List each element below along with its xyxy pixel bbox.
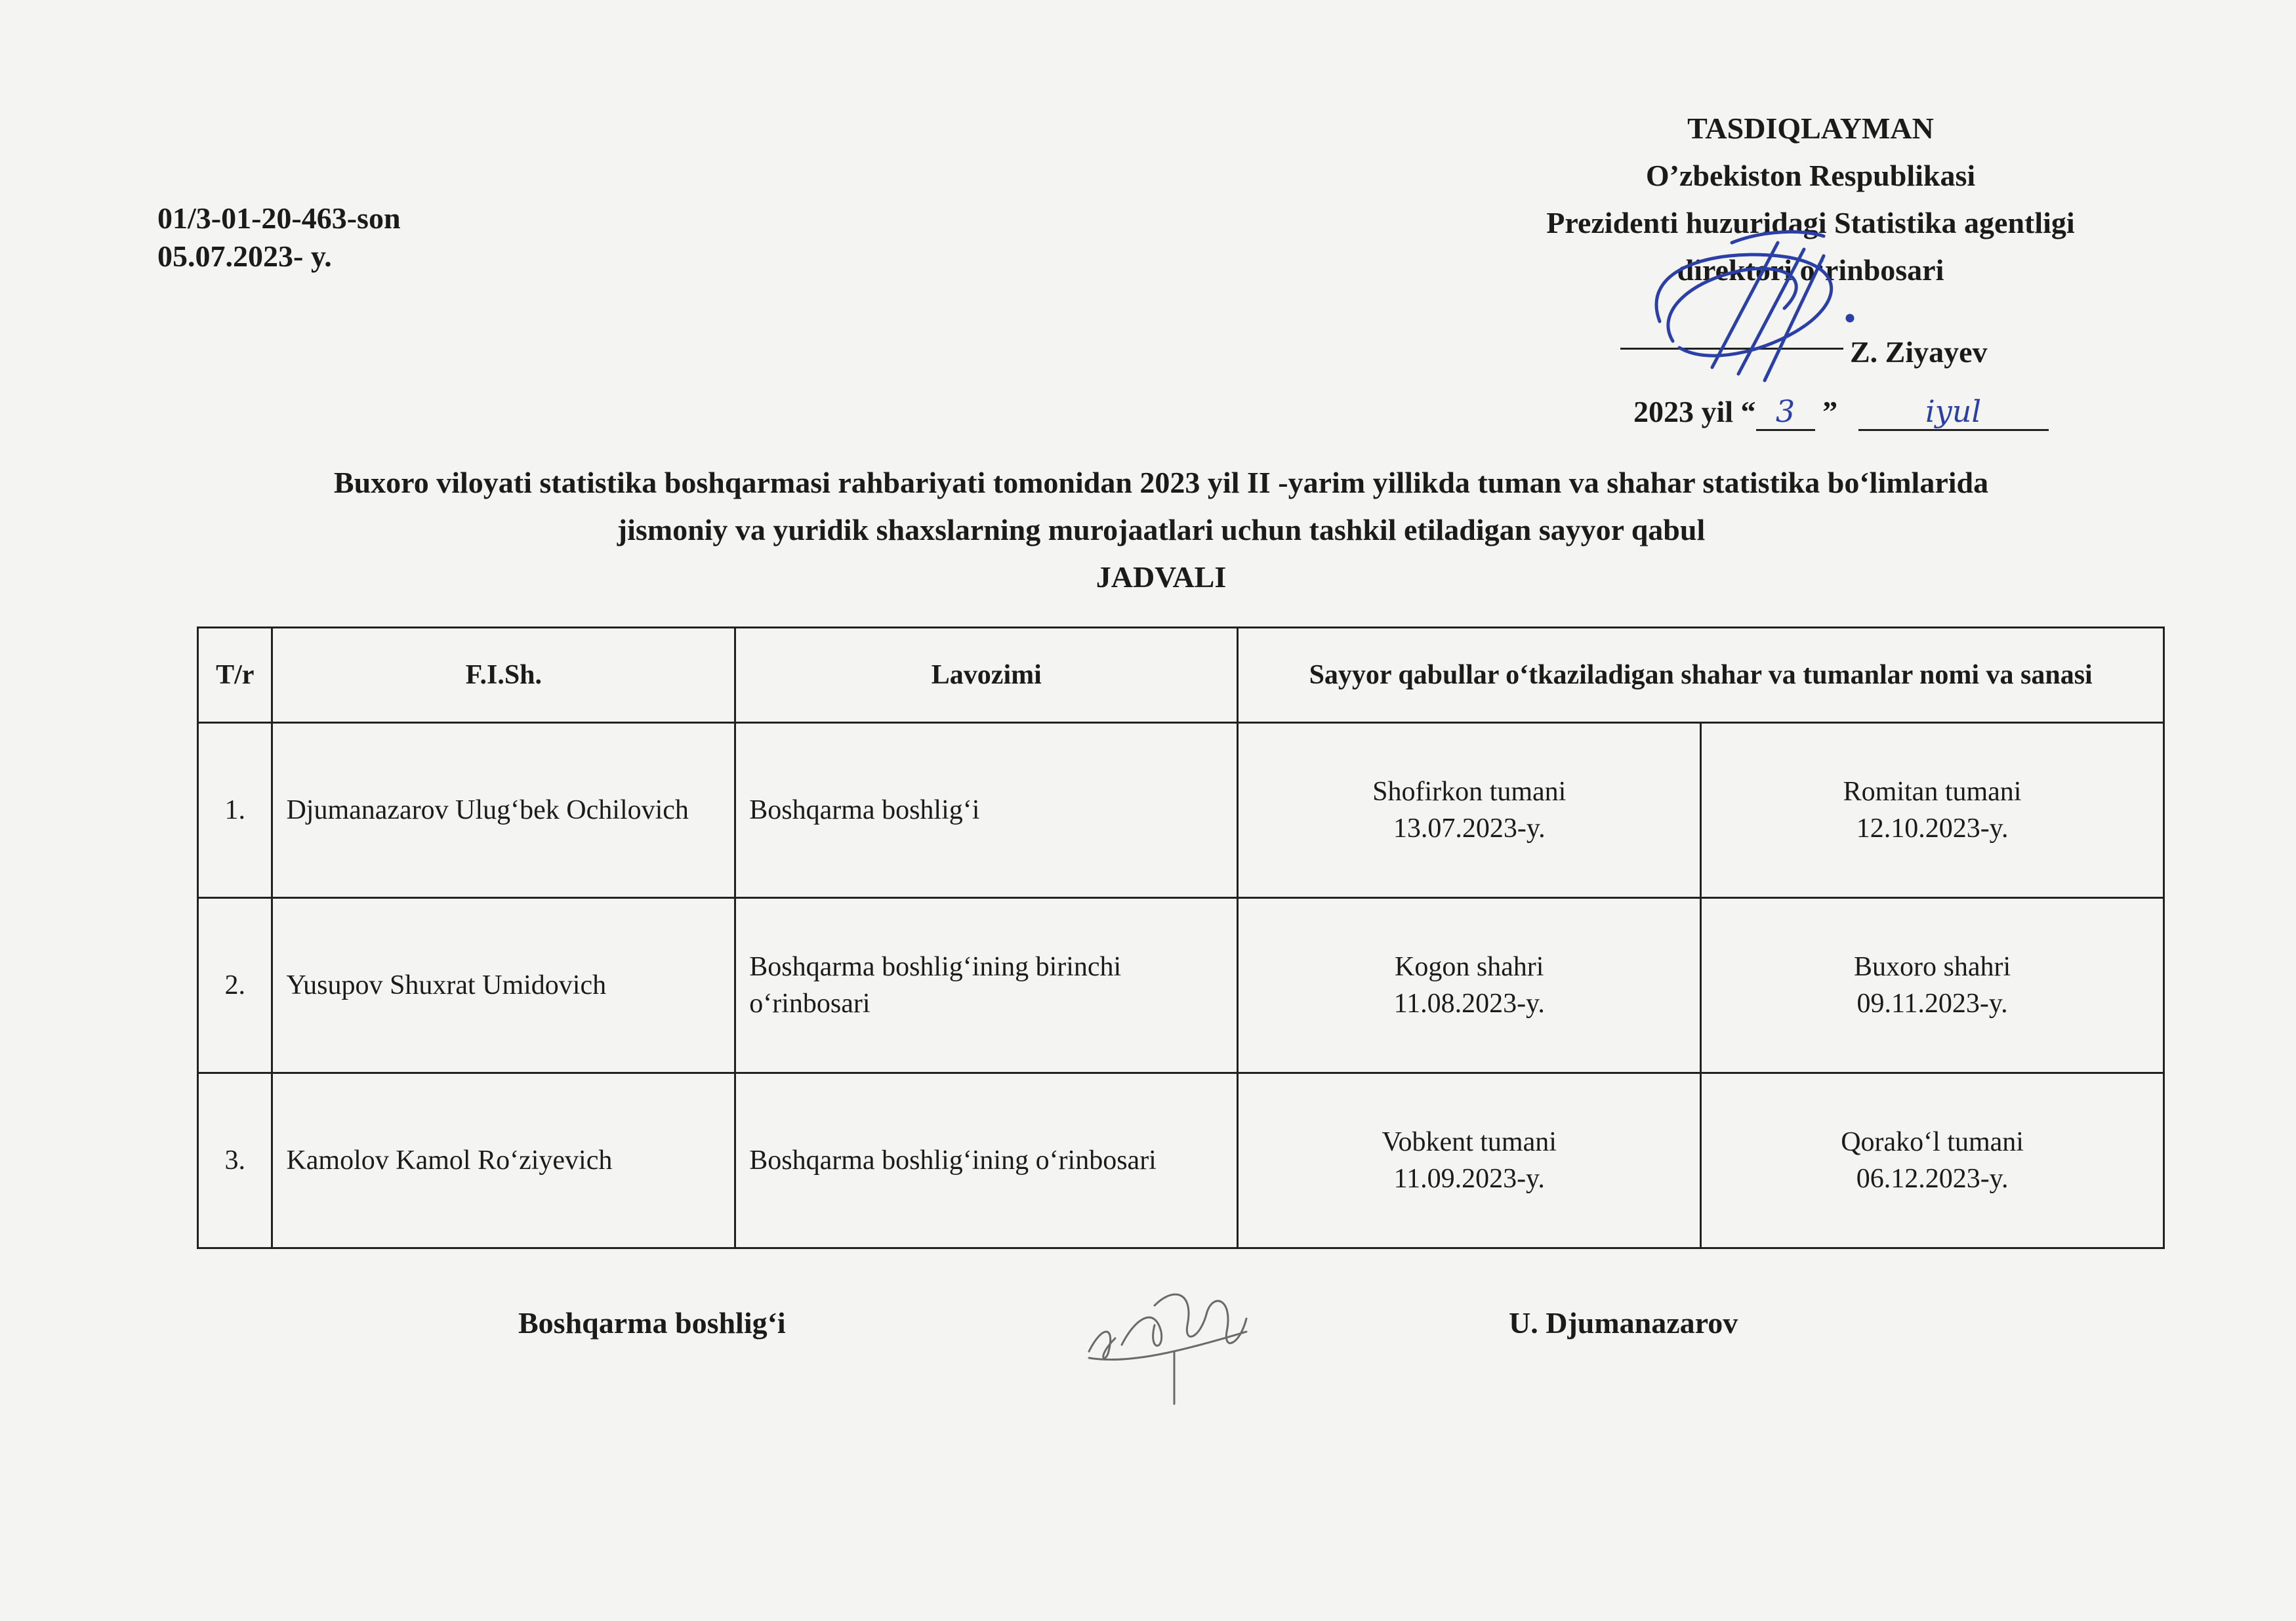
location-place: Buxoro shahri [1853,952,2011,982]
row-position: Boshqarma boshlig‘ining birinchi o‘rinbosari [735,898,1238,1073]
row-name: Djumanazarov Ulug‘bek Ochilovich [272,723,735,898]
header-position: Lavozimi [735,628,1238,723]
approval-date-month: iyul [1858,394,2049,431]
location-date: 12.10.2023-y. [1856,813,2009,844]
table-row [198,723,2164,898]
row-name: Yusupov Shuxrat Umidovich [272,898,735,1073]
footer-signature-icon [1076,1253,1273,1410]
schedule-table [197,626,2165,1249]
location-date: 13.07.2023-y. [1393,813,1546,844]
row-location-2 [1701,898,2164,1073]
footer-position: Boshqarma boshlig‘i [518,1306,786,1340]
approval-date [1633,394,2049,431]
row-location-1 [1238,1073,1701,1248]
document-title [197,459,2125,601]
location-date: 11.09.2023-y. [1393,1164,1545,1194]
row-position: Boshqarma boshlig‘i [735,723,1238,898]
location-place: Qorako‘l tumani [1841,1127,2024,1157]
row-position: Boshqarma boshlig‘ining o‘rinbosari [735,1073,1238,1248]
row-location-1 [1238,723,1701,898]
location-place: Romitan tumani [1843,777,2022,807]
location-place: Kogon shahri [1394,952,1544,982]
location-date: 09.11.2023-y. [1856,989,2008,1019]
title-line-2: jismoniy va yuridik shaxslarning murojaatlari uchun tashkil etiladigan sayyor qabul [617,513,1706,546]
table-row [198,898,2164,1073]
location-place: Vobkent tumani [1382,1127,1557,1157]
title-line-3: JADVALI [1096,560,1227,594]
table-header-row [198,628,2164,723]
approval-signatory: Z. Ziyayev [1850,335,1988,369]
header-locations: Sayyor qabullar o‘tkaziladigan shahar va tumanlar nomi va sanasi [1238,628,2164,723]
header-name: F.I.Sh. [272,628,735,723]
row-num: 3. [198,1073,272,1248]
header-num: T/r [198,628,272,723]
approval-heading: TASDIQLAYMAN [1687,112,1934,145]
location-date: 06.12.2023-y. [1856,1164,2009,1194]
row-location-2 [1701,1073,2164,1248]
row-location-1 [1238,898,1701,1073]
approval-line-1: O’zbekiston Respublikasi [1645,159,1976,192]
document-reference [157,199,401,276]
location-place: Shofirkon tumani [1372,777,1567,807]
row-location-2 [1701,723,2164,898]
approval-date-day: 3 [1756,394,1815,431]
row-name: Kamolov Kamol Ro‘ziyevich [272,1073,735,1248]
row-num: 2. [198,898,272,1073]
approval-line-2: Prezidenti huzuridagi Statistika agentligi [1546,206,2075,239]
approval-date-mid: ” [1822,395,1838,428]
table-row [198,1073,2164,1248]
document-date: 05.07.2023- y. [157,239,332,273]
title-line-1: Buxoro viloyati statistika boshqarmasi rahbariyati tomonidan 2023 yil II -yarim yillikda tuman va shahar statistika bo‘limlarida [333,466,1989,499]
approval-date-prefix: 2023 yil “ [1633,395,1756,428]
location-date: 11.08.2023-y. [1393,989,1545,1019]
approval-signature-icon [1614,216,1889,394]
document-number: 01/3-01-20-463-son [157,201,401,235]
footer-name: U. Djumanazarov [1509,1306,1738,1340]
row-num: 1. [198,723,272,898]
approval-line-3: direktori o‘rinbosari [1677,253,1944,287]
